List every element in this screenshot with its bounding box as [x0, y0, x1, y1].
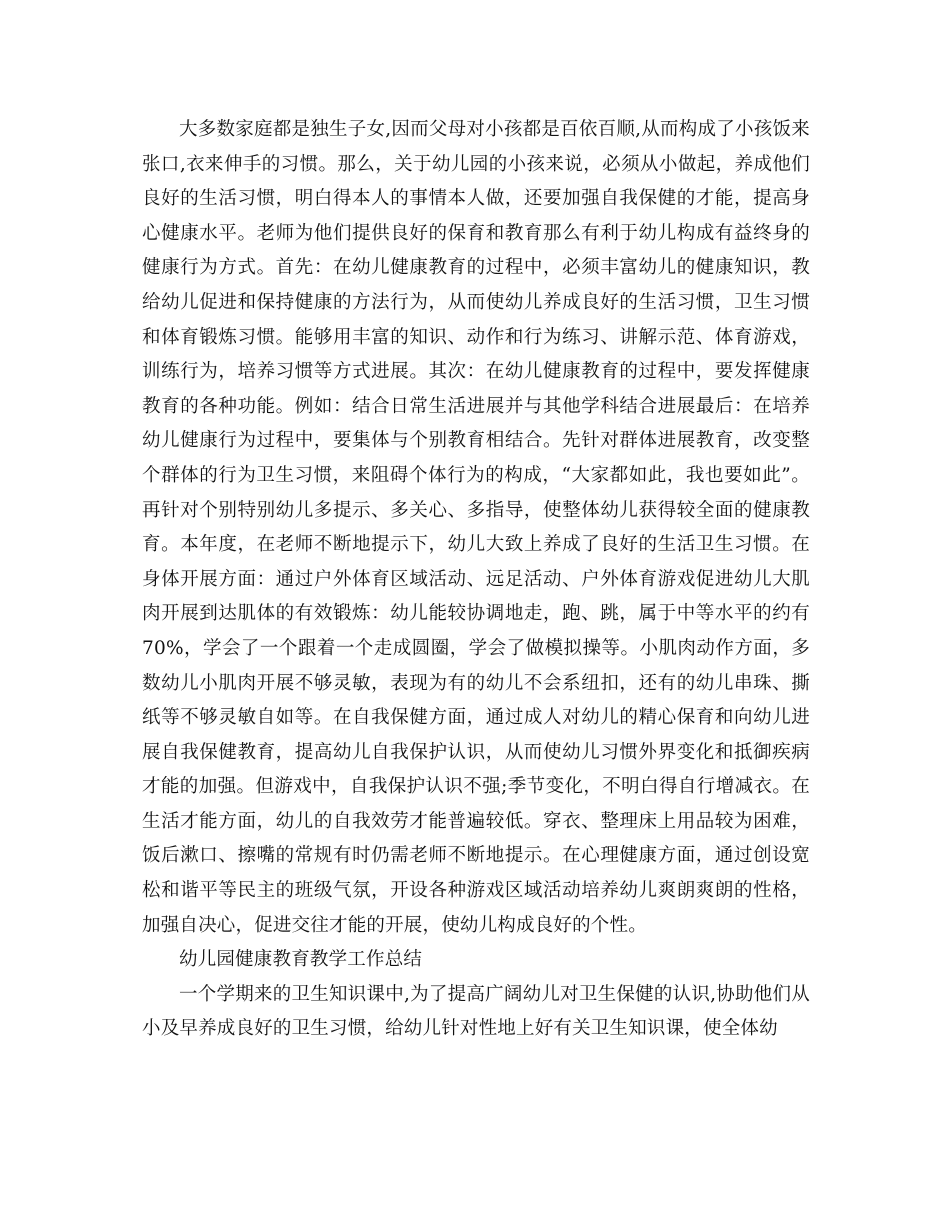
section-heading: 幼儿园健康教育教学工作总结 [179, 949, 423, 971]
closing-paragraph: 一个学期来的卫生知识课中,为了提高广阔幼儿对卫生保健的认识,协助他们从小及早养成良好的卫生习惯，给幼儿针对性地上好有关卫生知识课，使全体幼 [142, 983, 810, 1040]
body-paragraph: 大多数家庭都是独生子女,因而父母对小孩都是百依百顺,从而构成了小孩饭来张口,衣来伸手的习惯。那么，关于幼儿园的小孩来说，必须从小做起，养成他们良好的生活习惯，明白得本人的事情本人做，还要加强自我保健的才能，提高身心健康水平。老师为他们提供良好的保育和教育那么有利于幼儿构成有益终身的健康行为方式。首先：在幼儿健康教育的过程中，必须丰富幼儿的健康知识，教给幼儿促进和保持健康的方法行为，从而使幼儿养成良好的生活习惯，卫生习惯和体育锻炼习惯。能够用丰富的知识、动作和行为练习、讲解示范、体育游戏，训练行为，培养习惯等方式进展。其次：在幼儿健康教育的过程中，要发挥健康教育的各种功能。例如：结合日常生活进展并与其他学科结合进展最后：在培养幼儿健康行为过程中，要集体与个别教育相结合。先针对群体进展教育，改变整个群体的行为卫生习惯，来阻碍个体行为的构成，“大家都如此，我也要如此”。再针对个别特别幼儿多提示、多关心、多指导，使整体幼儿获得较全面的健康教育。本年度，在老师不断地提示下，幼儿大致上养成了良好的生活卫生习惯。在身体开展方面：通过户外体育区域活动、远足活动、户外体育游戏促进幼儿大肌肉开展到达肌体的有效锻炼：幼儿能较协调地走，跑、跳，属于中等水平的约有70%，学会了一个跟着一个走成圆圈，学会了做模拟操等。小肌肉动作方面，多数幼儿小肌肉开展不够灵敏，表现为有的幼儿不会系纽扣，还有的幼儿串珠、撕纸等不够灵敏自如等。在自我保健方面，通过成人对幼儿的精心保育和向幼儿进展自我保健教育，提高幼儿自我保护认识，从而使幼儿习惯外界变化和抵御疾病才能的加强。但游戏中，自我保护认识不强;季节变化，不明白得自行增减衣。在生活才能方面，幼儿的自我效劳才能普遍较低。穿衣、整理床上用品较为困难，饭后漱口、擦嘴的常规有时仍需老师不断地提示。在心理健康方面，通过创设宽松和谐平等民主的班级气氛，开设各种游戏区域活动培养幼儿爽朗爽朗的性格，加强自决心，促进交往才能的开展，使幼儿构成良好的个性。 [142, 119, 810, 936]
